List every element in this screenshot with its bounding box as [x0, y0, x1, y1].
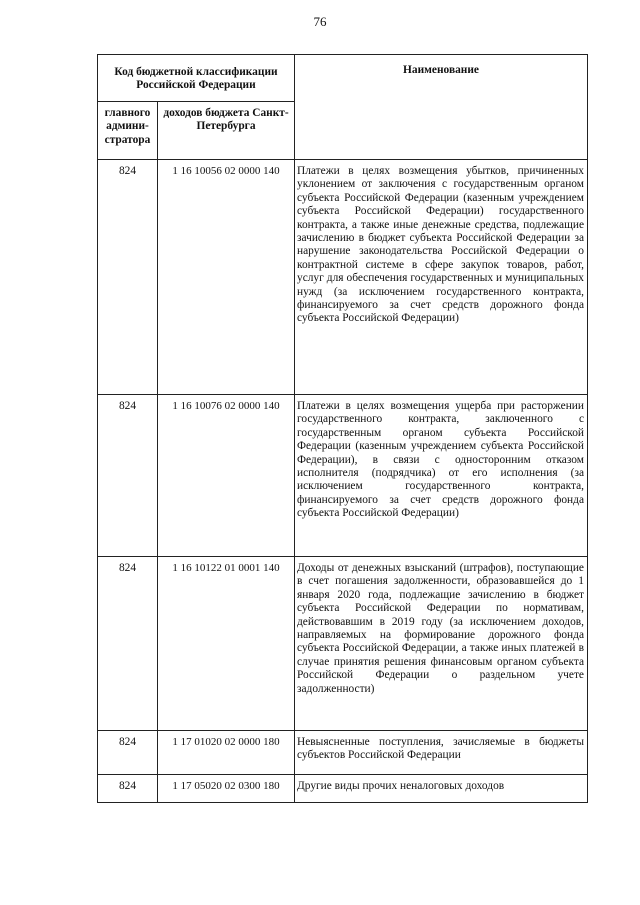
table-row [98, 557, 588, 731]
table-row [98, 731, 588, 775]
income-code-cell: 1 16 10122 01 0001 140 [158, 557, 295, 731]
table-row [98, 160, 588, 395]
admin-code-cell: 824 [98, 160, 158, 395]
page-number: 76 [313, 14, 327, 29]
header-budget-income: доходов бюджета Санкт-Петербурга [158, 102, 295, 160]
table-header-row [98, 55, 588, 102]
header-name: Наименование [295, 55, 588, 160]
header-chief-administrator: главного админи-стратора [98, 102, 158, 160]
admin-code-cell: 824 [98, 731, 158, 775]
income-code-cell: 1 17 01020 02 0000 180 [158, 731, 295, 775]
table-row [98, 775, 588, 803]
admin-code-cell: 824 [98, 775, 158, 803]
income-name-cell: Платежи в целях возмещения убытков, причиненных уклонением от заключения с государственным органом субъекта Российской Федерации (казенным учреждением субъекта Российской Федерации) государственного контракта, а также иные денежные средства, подлежащие зачислению в бюджет субъекта Российской Федерации за нарушение законодательства Российской Федерации о контрактной системе в сфере закупок товаров, работ, услуг для обеспечения государственных и муниципальных нужд (за исключением государственного контракта, финансируемого за счет средств дорожного фонда субъекта Российской Федерации) [295, 160, 588, 395]
income-name-cell: Невыясненные поступления, зачисляемые в бюджеты субъектов Российской Федерации [295, 731, 588, 775]
income-code-cell: 1 16 10076 02 0000 140 [158, 395, 295, 557]
header-classification-code: Код бюджетной классификации Российской Федерации [98, 55, 295, 102]
income-name-cell: Доходы от денежных взысканий (штрафов), поступающие в счет погашения задолженности, образовавшейся до 1 января 2020 года, подлежащие зачислению в бюджет субъекта Российской Федерации по нормативам, действовавшим в 2019 году (за исключением доходов, направляемых на формирование дорожного фонда субъекта Российской Федерации, а также иных платежей в случае принятия решения финансовым органом субъекта Российской Федерации о раздельном учете задолженности) [295, 557, 588, 731]
admin-code-cell: 824 [98, 557, 158, 731]
income-code-cell: 1 17 05020 02 0300 180 [158, 775, 295, 803]
admin-code-cell: 824 [98, 395, 158, 557]
income-code-cell: 1 16 10056 02 0000 140 [158, 160, 295, 395]
table-row [98, 395, 588, 557]
income-name-cell: Другие виды прочих неналоговых доходов [295, 775, 588, 803]
income-name-cell: Платежи в целях возмещения ущерба при расторжении государственного контракта, заключенного с государственным органом субъекта Российской Федерации (казенным учреждением субъекта Российской Федерации), в связи с односторонним отказом исполнителя (подрядчика) от его исполнения (за исключением государственного контракта, финансируемого за счет средств дорожного фонда субъекта Российской Федерации) [295, 395, 588, 557]
budget-classification-table [97, 54, 588, 803]
